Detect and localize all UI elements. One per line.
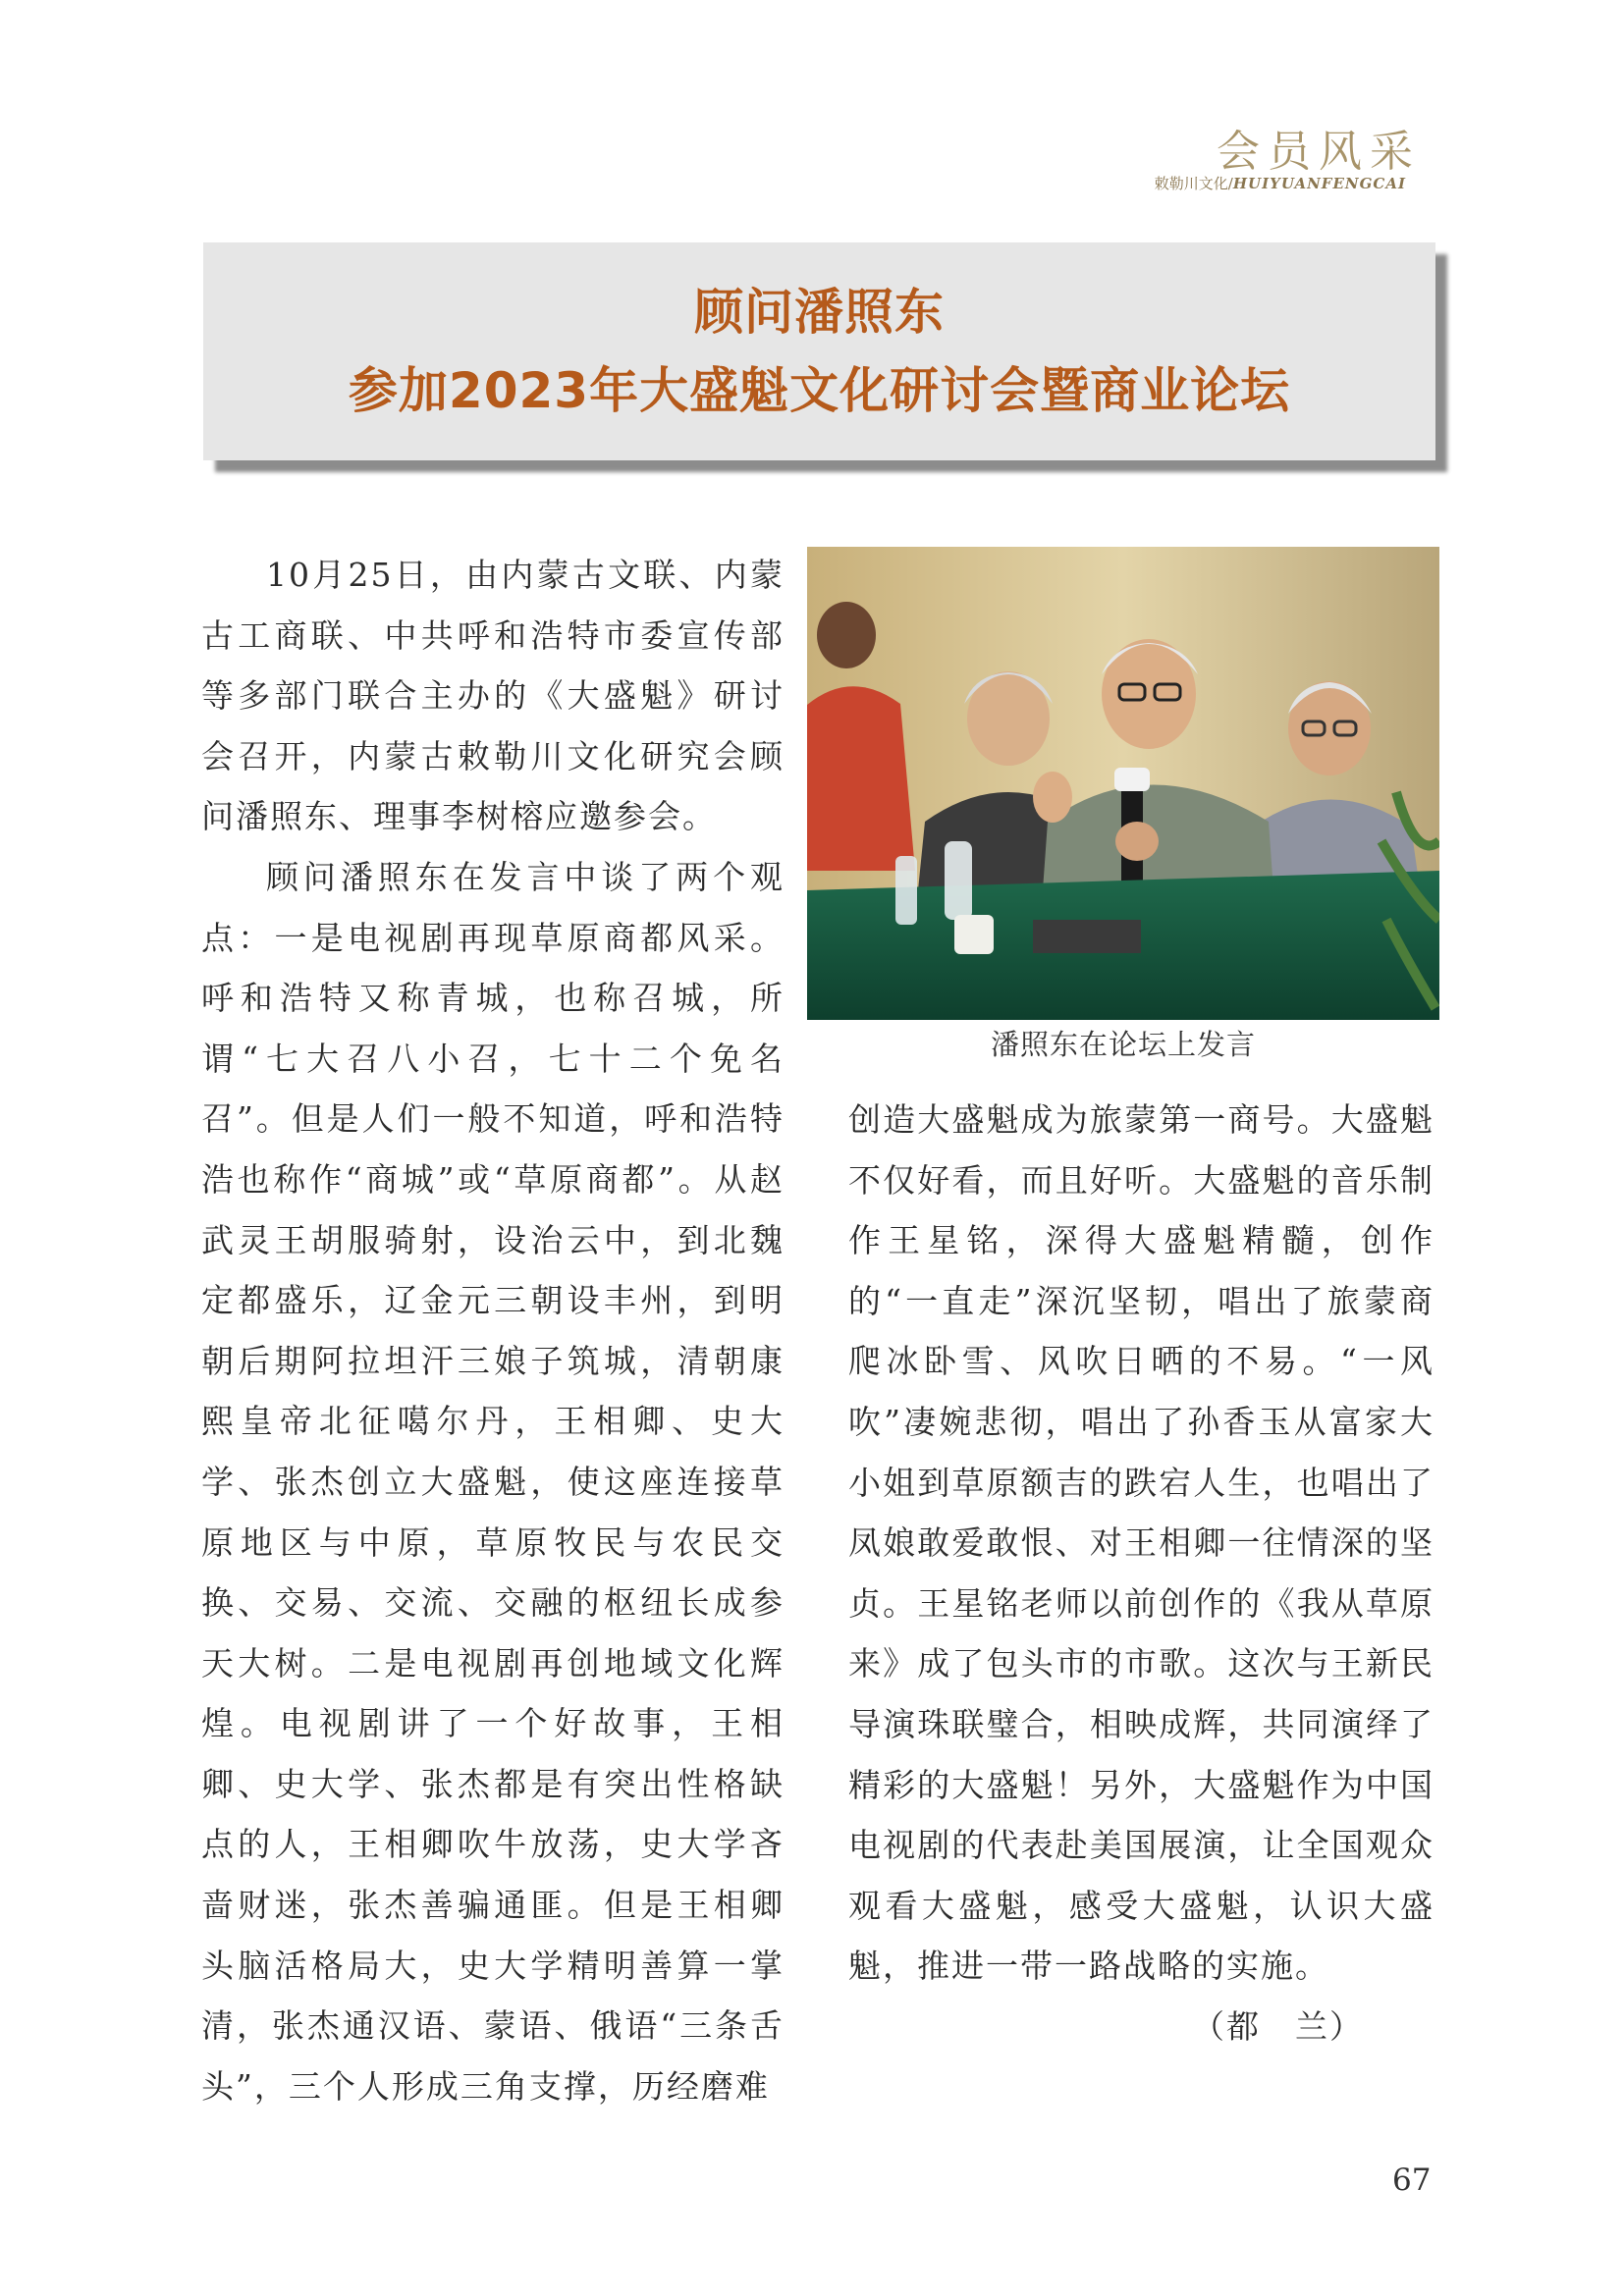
title-line-2: 参加2023年大盛魁文化研讨会暨商业论坛: [348, 362, 1291, 419]
section-subtitle-cn: 敕勒川文化/: [1154, 175, 1233, 192]
article-left-column: [201, 545, 785, 2116]
section-name: 会员风采: [1217, 127, 1421, 177]
forum-photo: [807, 547, 1439, 1020]
page-number: 67: [1392, 2163, 1432, 2198]
photo-caption: 潘照东在论坛上发言: [990, 1028, 1256, 1061]
article-right-column: [848, 1090, 1435, 2057]
author-signature: （都 兰）: [1192, 2006, 1364, 2046]
section-subtitle-roman: HUIYUANFENGCAI: [1232, 175, 1406, 192]
paragraph-2: 顾问潘照东在发言中谈了两个观点：一是电视剧再现草原商都风采。呼和浩特又称青城，也称召城，所谓“七大召八小召，七十二个免名召”。但是人们一般不知道，呼和浩特浩也称作“商城”或“草原商都”。从赵武灵王胡服骑射，设治云中，到北魏定都盛乐，辽金元三朝设丰州，到明朝后期阿拉坦汗三娘子筑城，清朝康熙皇帝北征噶尔丹，王相卿、史大学、张杰创立大盛魁，使这座连接草原地区与中原，草原牧民与农民交换、交易、交流、交融的枢纽长成参天大树。二是电视剧再创地域文化辉煌。电视剧讲了一个好故事，王相卿、史大学、张杰都是有突出性格缺点的人，王相卿吹牛放荡，史大学吝啬财迷，张杰善骗通匪。但是王相卿头脑活格局大，史大学精明善算一掌清，张杰通汉语、蒙语、俄语“三条舌头”，三个人形成三角支撑，历经磨难: [201, 857, 785, 2106]
forum-photo-illustration: [807, 547, 1439, 1020]
title-line-1: 顾问潘照东: [694, 284, 945, 341]
title-box: [203, 242, 1435, 460]
paragraph-1: 10月25日，由内蒙古文联、内蒙古工商联、中共呼和浩特市委宣传部等多部门联合主办的《大盛魁》研讨会召开，内蒙古敕勒川文化研究会顾问潘照东、理事李树榕应邀参会。: [201, 556, 785, 836]
paragraph-continued: 创造大盛魁成为旅蒙第一商号。大盛魁不仅好看，而且好听。大盛魁的音乐制作王星铭，深得大盛魁精髓，创作的“一直走”深沉坚韧，唱出了旅蒙商爬冰卧雪、风吹日晒的不易。“一风吹”凄婉悲彻，唱出了孙香玉从富家大小姐到草原额吉的跌宕人生，也唱出了凤娘敢爱敢恨、对王相卿一往情深的坚贞。王星铭老师以前创作的《我从草原来》成了包头市的市歌。这次与王新民导演珠联璧合，相映成辉，共同演绎了精彩的大盛魁！另外，大盛魁作为中国电视剧的代表赴美国展演，让全国观众观看大盛魁，感受大盛魁，认识大盛魁，推进一带一路战略的实施。: [848, 1100, 1435, 1986]
section-subtitle: [1155, 173, 1406, 193]
